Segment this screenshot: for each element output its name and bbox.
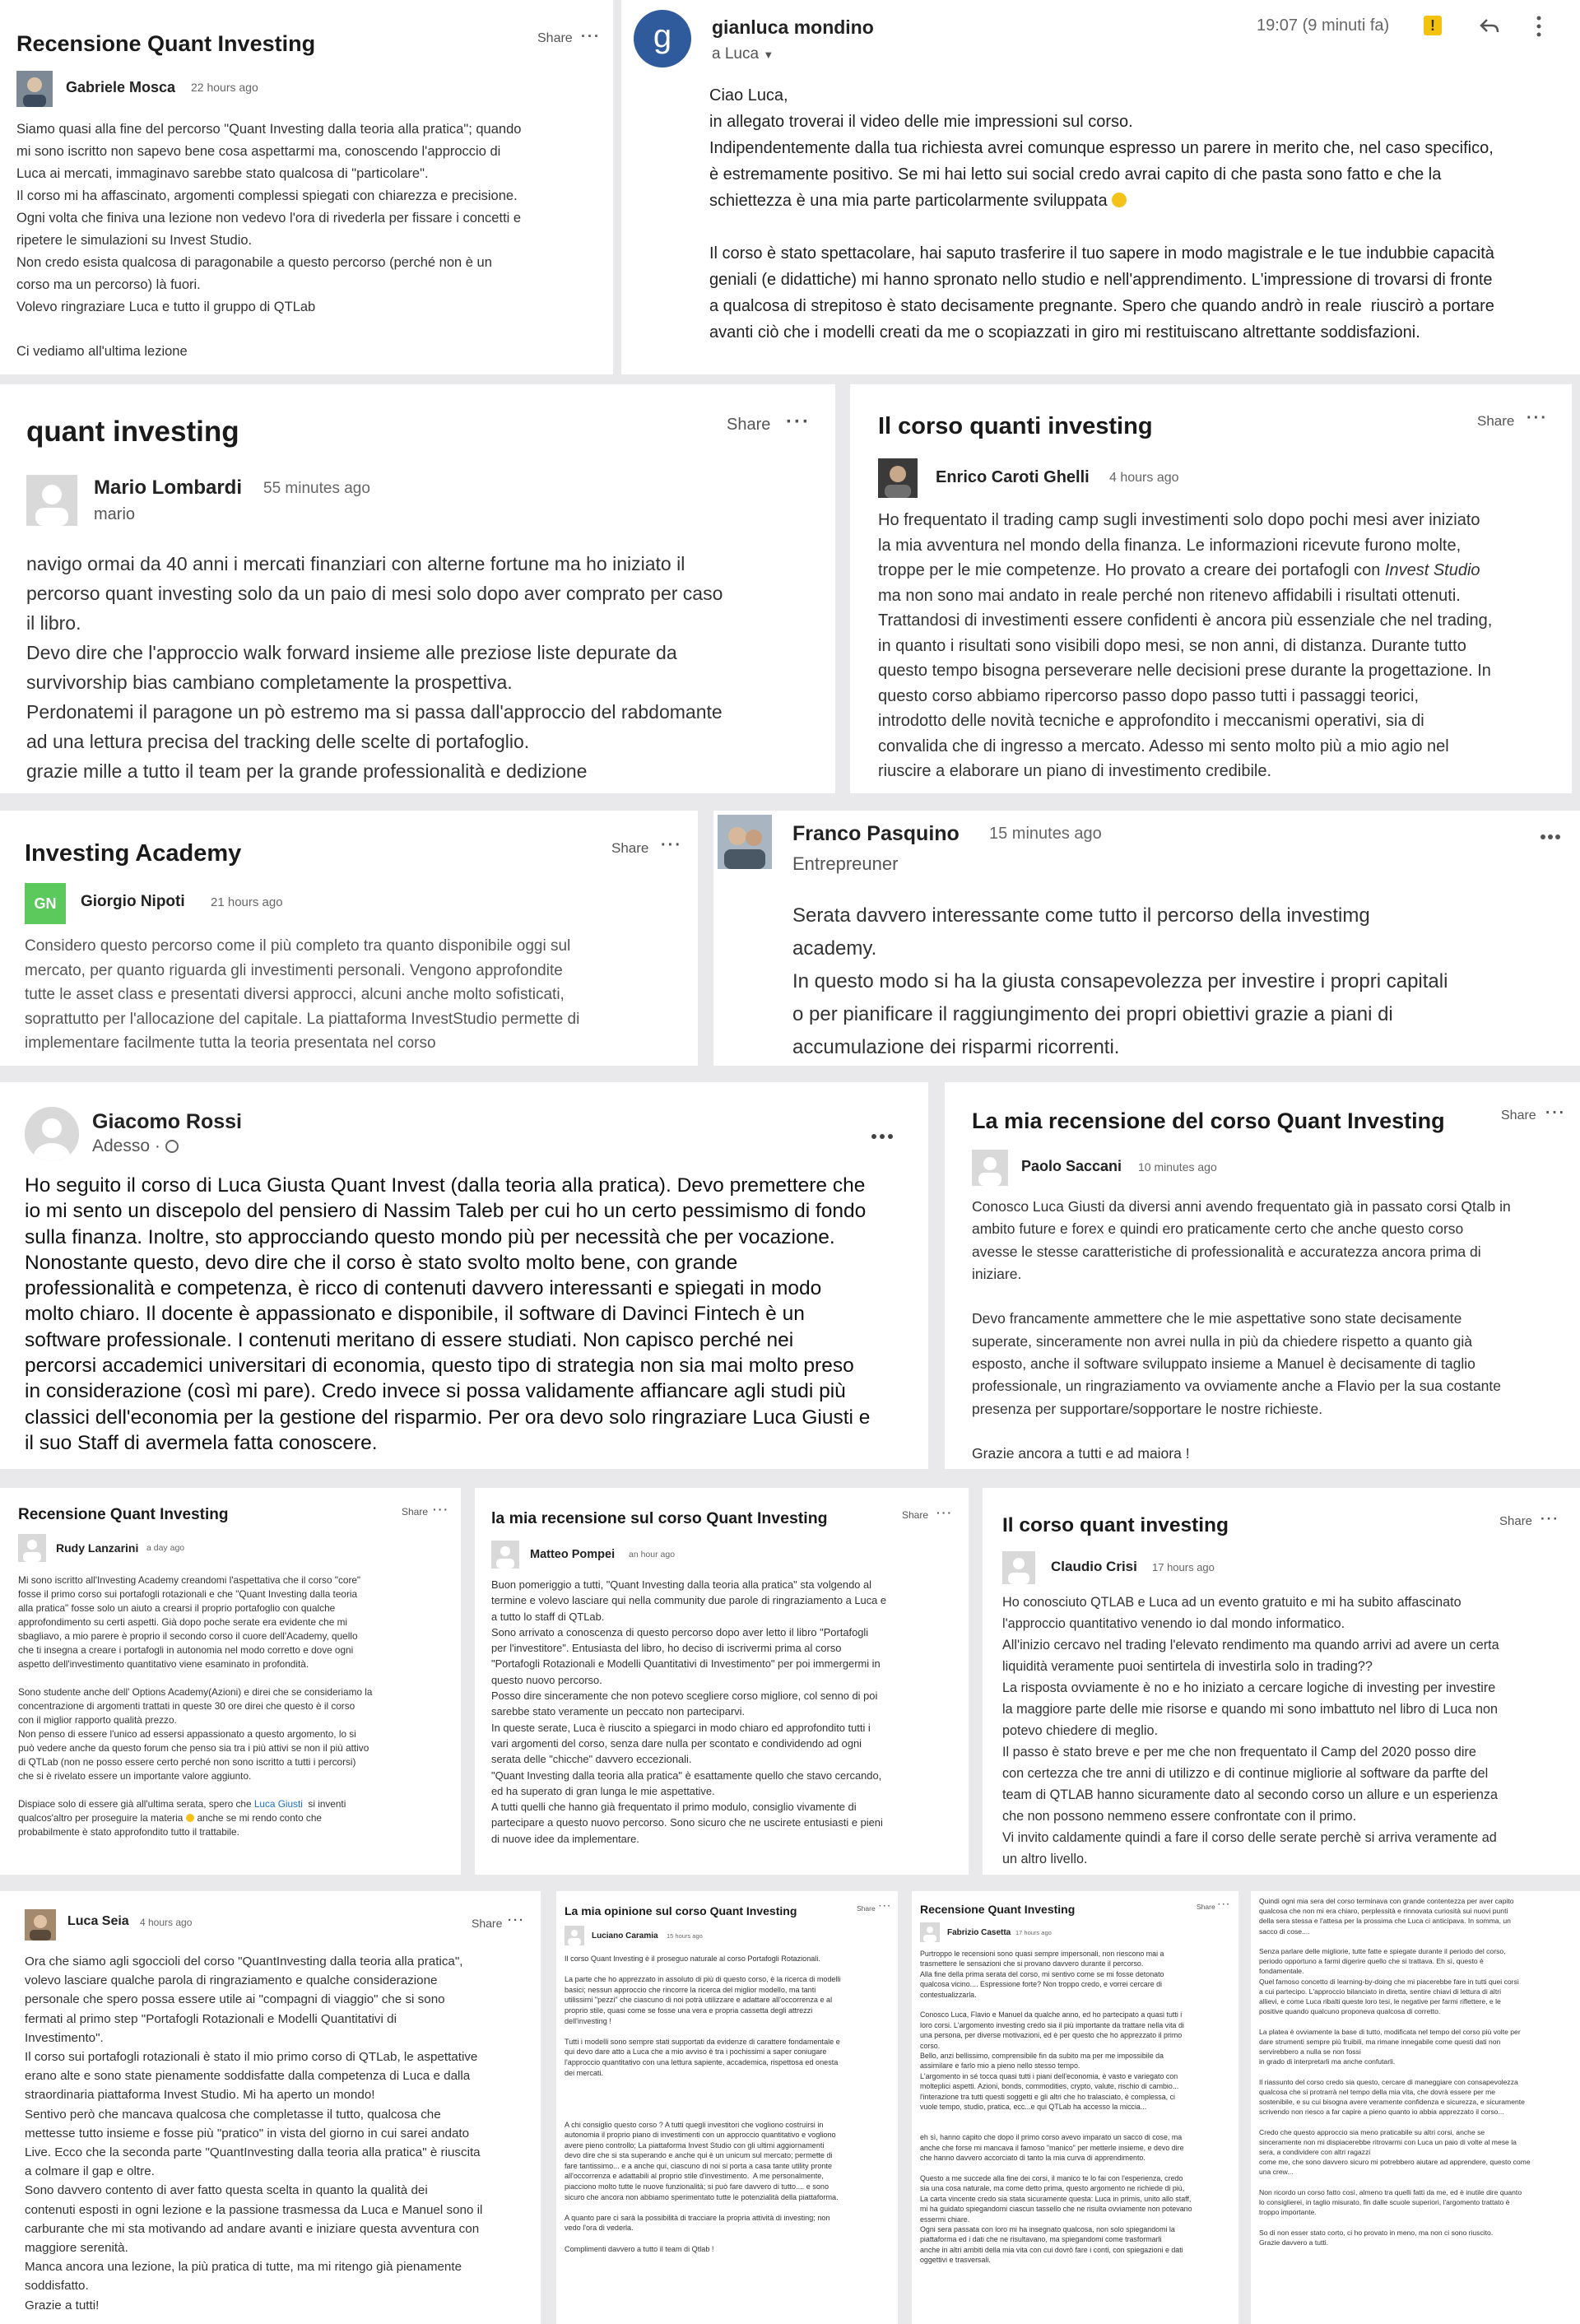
email-body-part: Il corso è stato spettacolare, hai saputo trasferire il tuo sapere in modo magistrale e le tue indubbie capacità geniali (e didattiche) mi hanno spronato nello studio e nell'apprendimento. L'impressione di trovarsi di fronte a qualcosa di strepitoso è stato decisamente pregnante. Spero che quando andrò in reale riuscirò a portare avanti ciò che i modelli creati da me o scopiazzati in giro mi restituiscano altrettante soddisfazioni. xyxy=(709,244,1494,342)
avatar-letter: g xyxy=(653,18,672,54)
review-title: Investing Academy xyxy=(25,840,242,867)
smile-emoji-icon xyxy=(1112,193,1127,207)
mention-link[interactable]: Luca Giusti xyxy=(253,1798,303,1810)
review-card-enrico-caroti-ghelli xyxy=(850,384,1572,793)
review-card-fabrizio-casetta xyxy=(912,1891,1238,2324)
review-body: Siamo quasi alla fine del percorso "Quant Investing dalla teoria alla pratica"; quando mi sono iscritto non sapevo bene cosa aspettarmi ma, conoscendo l'approccio di Luca ai mercati, immaginavo sarebbe stato qualcosa di "particolare". Il corso mi ha affascinato, argomenti complessi spiegati con chiarezza e precisione. Ogni volta che finiva una lezione non vedevo l'ora di rivederla per fissare i concetti e ripetere le simulazioni su Invest Studio. Non credo esista qualcosa di paragonabile a questo percorso (perché non è un corso ma un percorso) là fuori. Volevo ringraziare Luca e tutto il gruppo di QTLab Ci vediamo all'ultima lezione xyxy=(16,122,522,359)
author-name[interactable]: Rudy Lanzarini xyxy=(56,1541,139,1555)
review-body: Serata davvero interessante come tutto il percorso della investimg academy. In questo modo si ha la giusta consapevolezza per investire i propri capitali o per pianificare il raggiungimento dei propri obiettivi grazie a piani di accumulazione dei risparmi ricorrenti. xyxy=(792,904,1448,1058)
more-options-icon[interactable]: ··· xyxy=(1218,1900,1231,1909)
review-title: La mia recensione del corso Quant Investing xyxy=(972,1109,1445,1133)
avatar xyxy=(1002,1551,1035,1584)
share-button[interactable]: Share xyxy=(902,1509,929,1521)
review-card-paolo-saccani xyxy=(945,1082,1580,1469)
avatar xyxy=(25,883,66,924)
more-options-icon[interactable]: ··· xyxy=(1540,1511,1559,1527)
review-body-part: ma non sono mai andato in reale perché non ritenevo affidabili i risultati ottenuti. Trattandosi di investimenti essere confidenti è ancora più essenziale che nel trading, in quanto i risultati sono visibili dopo mesi, se non anni, di distanza. Durante tutto questo tempo bisogna perseverare nelle decisioni prese durante la progettazione. In questo corso abbiamo ripercorso passo dopo passo tutti i passaggi teorici, introdotto delle novità tecniche e approfondito i meccanismi operativi, sia di convalida che di ingresso a mercato. Adesso mi sento molto più a mio agio nel riuscire a elaborare un piano di investimento credibile. xyxy=(878,586,1493,780)
author-name[interactable]: Giacomo Rossi xyxy=(92,1110,242,1133)
more-options-icon[interactable]: ··· xyxy=(581,28,601,44)
review-card-claudio-crisi xyxy=(983,1488,1580,1875)
review-card-luca-seia xyxy=(0,1891,541,2324)
review-title: Recensione Quant Investing xyxy=(18,1506,229,1523)
chevron-down-icon: ▼ xyxy=(763,49,774,61)
avatar xyxy=(565,1926,584,1945)
share-button[interactable]: Share xyxy=(727,416,771,434)
globe-icon xyxy=(165,1140,179,1153)
avatar xyxy=(920,1922,940,1942)
share-button[interactable]: Share xyxy=(857,1904,876,1913)
share-button[interactable]: Share xyxy=(1499,1514,1533,1528)
timestamp: 19:07 (9 minuti fa) xyxy=(1257,16,1390,35)
review-card-giacomo-rossi xyxy=(0,1082,928,1469)
avatar xyxy=(718,815,772,869)
review-body: Quindi ogni mia sera del corso terminava con grande contentezza per aver capito qualcosa che non mi era chiaro, perplessità e rinnovata curiosità sui nuovi punti della sera stessa e l'attesa per la prossima che Luca ci anticipava. In somma, un sacco di cose.... Senza parlare delle migliorie, tutte fatte e spiegate durante il periodo del corso, periodo opportuno a farmi digerire quello che si trattava. Eh sì, questo è fondamentale. Quel famoso concetto di learning-by-doing che mi piacerebbe fare in tutti quei corsi a cui partecipo. L'approccio bilanciato in diretta, sentire chiavi di lettura di altri allievi, e come Luca ribalti queste loro tesi, le negative per farmi riflettere, e le positive quando qualcuno proponeva qualcosa di corretto. La platea è ovviamente la base di tutto, modificata nel tempo del corso più volte per dare strumenti sempre più fruibili, ma rimane innegabile come questi dati non servirebbero a nulla se non fossi in grado di interpretarli ma anche confutarli. Il riassunto del corso credo sia questo, cercare di maneggiare con consapevolezza qualcosa che si protrarrà nel tempo della mia vita, che dovrà essere per me sostenibile, e su cui bisogna avere veramente confidenza e sicurezza, e sicuramente scrivendo non riesco a far capire a pieno quanto io abbia apprezzato il corso... Credo che questo approccio sia meno praticabile su altri corsi, anche se sinceramente non mi dispiacerebbe ritrovarmi con Luca un paio di volte al mese la sera, a condividere con altri ragazzi come me, che sono davvero sicuro mi potrebbero aiutare ad apprendere, questo come una crew... Non ricordo un corso fatto così, almeno tra quelli fatti da me, ed è inutile dire quanto lo consiglierei, in taglio misurato, fin dalle scuole superiori, l'argomento trattato è troppo importante. So di non esser stato corto, ci ho provato in meno, ma non ci sono riuscito. Grazie davvero a tutti. xyxy=(1259,1897,1531,2247)
timestamp: an hour ago xyxy=(629,1550,676,1559)
post-time xyxy=(92,1136,179,1156)
email-body-part: Ciao Luca, in allegato troverai il video delle mie impressioni sul corso. Indipendentemente dalla tua richiesta avrei comunque espresso un parere in merito che, nel caso specifico, è estremamente positivo. Se mi hai letto sui social credo avrai capito di che pasta sono fatto e che la schiettezza è una mia parte particolarmente sviluppata xyxy=(709,86,1494,210)
review-body xyxy=(878,508,1565,788)
more-options-icon[interactable]: ··· xyxy=(786,411,811,433)
timestamp: 10 minutes ago xyxy=(1138,1160,1217,1174)
review-title: Il corso quanti investing xyxy=(878,413,1153,439)
review-title: La mia opinione sul corso Quant Investing xyxy=(565,1904,797,1917)
avatar xyxy=(972,1150,1008,1186)
author-name[interactable]: Enrico Caroti Ghelli xyxy=(936,468,1090,486)
invest-studio-reference: Invest Studio xyxy=(1384,561,1480,579)
author-name[interactable]: Giorgio Nipoti xyxy=(81,893,185,910)
review-card-continuation xyxy=(1251,1891,1580,2324)
sender-name[interactable]: gianluca mondino xyxy=(712,16,874,38)
avatar xyxy=(25,1909,56,1941)
review-title: Recensione Quant Investing xyxy=(16,31,316,56)
more-options-icon[interactable] xyxy=(1540,830,1561,839)
author-name[interactable]: Mario Lombardi xyxy=(94,476,243,499)
more-options-icon[interactable]: ··· xyxy=(936,1506,953,1519)
review-body: Il corso Quant Investing è il proseguo naturale al corso Portafogli Rotazionali. La parte che ho apprezzato in assoluto di più di questo corso, è la ricerca di modelli basici; nessun approccio che rincorre la ricerca del miglior modello, ma tanti utilissimi "pezzi" che ciascuno di noi potrà utilizzare e adattare all'occorrenza e al proprio stile, quasi come se fosse una vera e propria cassetta degli attrezzi dell'investing ! Tutti i modelli sono sempre stati supportati da evidenze di carattere fondamentale e qui devo dare atto a Luca che a mio avviso è tra i pochissimi a saper coniugare l'approccio quantitativo con una lettura sapiente, accademica, rispettosa ed onesta dei mercati. A chi consiglio questo corso ? A tutti quegli investitori che vogliono costruirsi in autonomia il proprio piano di investimenti con un approccio quantitativo e vogliono avere pieno controllo; La piattaforma Invest Studio con gli ultimi aggiornamenti devo dire che si sta superando e anche qui è un unicum sul mercato; permette di fare tantissimo... e a anche qui, ciascuno di noi si porta a casa tante utility pronte all'occorrenza e adattabili al proprio stile d'investimento. A me personalmente, piacciono molto tutte le nuove funzionalità; si può fare davvero di tutto.... e sono sicuro che ancora non abbiamo sperimentato tutte le potenzialità della piattaforma. A quanto pare ci sarà la possibilità di tracciare la propria attività di investing; non vedo l'ora di vederla. Complimenti davvero a tutto il team di Qtlab ! xyxy=(565,1954,841,2253)
avatar xyxy=(878,458,918,498)
review-card-rudy-lanzarini xyxy=(0,1488,461,1875)
review-card-mario-lombardi xyxy=(0,384,835,793)
more-options-icon[interactable]: ··· xyxy=(433,1503,449,1516)
more-options-icon[interactable]: ··· xyxy=(1527,409,1548,427)
share-button[interactable]: Share xyxy=(1501,1109,1536,1122)
share-button[interactable]: Share xyxy=(402,1506,429,1518)
author-name[interactable]: Matteo Pompei xyxy=(530,1548,616,1561)
review-title: quant investing xyxy=(26,416,239,448)
avatar xyxy=(491,1541,519,1569)
author-role: Entrepreuner xyxy=(792,853,899,874)
more-options-icon[interactable]: ··· xyxy=(508,1913,525,1927)
timestamp: 15 minutes ago xyxy=(989,825,1102,843)
more-options-icon[interactable]: ··· xyxy=(879,1902,892,1911)
more-options-icon[interactable]: ··· xyxy=(661,836,682,854)
review-body-part: Ho frequentato il trading camp sugli investimenti solo dopo pochi mesi aver iniziato la mia avventura nel mondo della finanza. Le informazioni ricevute furono molte, troppe per le mie competenze. Ho provato a creare dei portafogli con xyxy=(878,511,1480,579)
timestamp: 4 hours ago xyxy=(140,1917,193,1928)
avatar-initials: GN xyxy=(34,895,57,912)
review-card-giorgio-nipoti xyxy=(0,811,698,1066)
review-body: Ho conosciuto QTLAB e Luca ad un evento gratuito e mi ha subito affascinato l'approccio quantitativo venendo io dal mondo informatico. All'inizio cercavo nel trading l'elevato rendimento ma quando arrivi ad avere un certa liquidità veramente puoi sentirtela di investirla solo in trading?? La risposta ovviamente è no e ho iniziato a cercare logiche di investing per investire la maggiore parte delle mie risorse e quando mi sono imbattuto nel libro di Luca non potevo chiedere di meglio. Il passo è stato breve e per me che non frequentato il Camp del 2020 posso dire con certezza che tre anni di utilizzo e di continue migliorie al software da parfte del team di QTLAB hanno sicuramente dato al secondo corso un allure e un esperienza che non possono nemmeno essere confrontate con il primo. Vi invito caldamente quindi a fare il corso delle serate perchè si arriva veramente ad un altro livello. xyxy=(1002,1595,1499,1866)
timestamp: 4 hours ago xyxy=(1109,471,1179,485)
recipient-label: a Luca xyxy=(712,45,760,63)
avatar xyxy=(25,1107,79,1161)
timestamp: a day ago xyxy=(146,1543,185,1553)
timestamp: 21 hours ago xyxy=(211,895,283,909)
share-button[interactable]: Share xyxy=(537,31,573,45)
review-card-matteo-pompei xyxy=(475,1488,969,1875)
review-body: Ho seguito il corso di Luca Giusta Quant Invest (dalla teoria alla pratica). Devo premettere che io mi sento un discepolo del pensiero di Nassim Taleb per cui ho un certo pessimismo di fondo sulla finanza. Inoltre, sto approcciando questo mondo più per necessità che per vocazione. Nonostante questo, devo dire che il corso è stato svolto molto bene, con grande professionalità e competenza, è ricco di contenuti davvero interessanti e spiegati in modo molto chiaro. Il docente è appassionato e disponibile, il software di Davinci Fintech è un software professionale. I contenuti meritano di essere studiati. Non capisco perché nei percorsi accademici universitari di economia, questo tipo di strategia non sia mai molto preso in considerazione (così mi pare). Credo invece si possa validamente affiancare agli studi più classici dell'economia per la gestione del risparmio. Per ora devo solo ringraziare Luca Giusti e il suo Staff di avermela fatta conoscere. xyxy=(25,1174,871,1454)
author-name[interactable]: Franco Pasquino xyxy=(792,822,960,845)
author-name[interactable]: Luca Seia xyxy=(67,1914,129,1928)
recipient-dropdown[interactable] xyxy=(712,45,774,63)
review-body: Buon pomeriggio a tutti, "Quant Investing dalla teoria alla pratica" sta volgendo al termine e volevo lasciare qui nella community due parole di ringraziamento a Luca e a tutto lo staff di QTLab. Sono arrivato a conoscenza di questo percorso dopo aver letto il libro "Portafogli per l'investitore". Entusiasta del libro, ho deciso di iscrivermi prima al corso "Portafogli Rotazionali e Modelli Quantitativi di Investimento" per poi immergermi in questo nuovo percorso. Posso dire sinceramente che non potevo scegliere corso migliore, col senno di poi sarebbe stato veramente un peccato non parteciparvi. In queste serate, Luca è riuscito a spiegarci in modo chiaro ed approfondito tutti i vari argomenti del corso, senza dare nulla per scontato e condividendo ad ogni serata delle "chicche" davvero eccezionali. "Quant Investing dalla teoria alla pratica" è esattamente quello che stavo cercando, ed ha superato di gran lunga le mie aspettative. A tutti quelli che hanno già frequentato il primo modulo, consiglio vivamente di partecipare a questo nuovo percorso. Sono sicuro che ne uscirete entusiasti e pieni di nuove idee da implementare. xyxy=(491,1578,887,1845)
email-body xyxy=(709,82,1573,366)
timestamp: 15 hours ago xyxy=(667,1932,703,1940)
author-name[interactable]: Fabrizio Casetta xyxy=(947,1928,1011,1937)
review-body: Considero questo percorso come il più completo tra quanto disponibile oggi sul mercato, per quanto riguarda gli investimenti personali. Vengono approfondite tutte le asset class e presentati diversi approcci, alcuni anche molto sofisticati, soprattutto per l'allocazione del capitale. La piattaforma InvestStudio permette di implementare facilmente tutta la teoria presentata nel corso xyxy=(25,937,580,1052)
author-name[interactable]: Gabriele Mosca xyxy=(66,79,176,95)
share-button[interactable]: Share xyxy=(1477,413,1515,429)
review-body: Purtroppo le recensioni sono quasi sempre impersonali, non riescono mai a trasmettere le sensazioni che si provano davvero durante il percorso. Alla fine della prima serata del corso, mi sentivo come se mi fosse detonato qualcosa vicino.... Espressione forte? Non troppo credo, e vorrei cercare di contestualizzarla. Conosco Luca, Flavio e Manuel da qualche anno, ed ho partecipato a quasi tutti i loro corsi. L'argomento investing credo sia il più importante da trattare nella vita di una persona, per diverse motivazioni, ed è per questo che ho apprezzato il primo corso. Bello, anzi bellissimo, comprensibile fin da subito ma per me impossibile da assimilare e farlo mio a pieno nello stesso tempo. L'argomento in sé tocca quasi tutti i piani dell'economia, è vasto e variegato con molteplici aspetti. Azioni, bonds, commodities, crypto, valute, rischio di cambio... l'interazione tra tutti questi soggetti e gli altri che ho tralasciato, è complessa, ci vuole tempo, studio, pratica, ecc...e qui QTLab ha accesso la miccia... eh sì, hanno capito che dopo il primo corso avevo imparato un sacco di cose, ma anche che forse mi mancava il famoso "manico" per metterle insieme, e devo dire che hanno davvero accorciato di tanto la mia curva di apprendimento. Questo a me succede alla fine dei corsi, il manico te lo fai con l'esperienza, credo sia una cosa naturale, ma come detto prima, questo argomento ne richiede di più, La carta vincente credo sia stata sicuramente questa: Luca in primis, unito allo staff, mi ha guidato spiegandomi ciascun tassello che ne risulta ovviamente non potevano essermi chiare. Ogni sera passata con loro mi ha insegnato qualcosa, non solo spiegandomi la piattaforma ed i dati che ne risultavano, ma spiegandomi come trasformarli anche in altri ambiti della mia vita con cui dovrò fare i conti, con spiegazioni e dati oggettivi e trasversali. xyxy=(920,1950,1192,2265)
review-title: Il corso quant investing xyxy=(1002,1514,1229,1536)
review-card-luciano-caramia xyxy=(556,1891,898,2324)
avatar xyxy=(26,475,77,526)
review-body-part: si inventi qualcos'altro per proseguire la materia xyxy=(18,1798,346,1824)
smile-emoji-icon xyxy=(186,1814,195,1823)
review-body: Conosco Luca Giusti da diversi anni avendo frequentato già in passato corsi Qtalb in ambito future e forex e quindi ero praticamente certo che anche questo corso avesse le stesse caratteristiche di professionalità e accuratezza ancora prima di iniziare. Devo francamente ammettere che le mie aspettative sono state decisamente superate, sinceramente non avrei nulla in più da chiedere rispetto a quanto già esposto, anche il software sviluppato insieme a Manuel è decisamente di taglio professionale, un ringraziamento va ovviamente anche a Flavio per la sua costante presenza per supportare/sopportare le nostre richieste. Grazie ancora a tutti e ad maiora ! xyxy=(972,1198,1511,1462)
review-body xyxy=(18,1573,458,1870)
avatar xyxy=(634,10,691,67)
more-options-icon[interactable] xyxy=(871,1130,894,1138)
share-button[interactable]: Share xyxy=(1197,1903,1215,1911)
review-body: navigo ormai da 40 anni i mercati finanziari con alterne fortune ma ho iniziato il percorso quant investing solo da un paio di mesi solo dopo aver comprato per caso il libro. Devo dire che l'approccio walk forward insieme alle preziose liste depurate da survivorship bias cambiano completamente la prospettiva. Perdonatemi il paragone un pò estremo ma si passa dall'approccio del rabdomante ad una lettura precisa del tracking delle scelte di portafoglio. grazie mille a tutto il team per la grande professionalità e dedizione xyxy=(26,553,723,782)
share-button[interactable]: Share xyxy=(472,1917,503,1930)
timestamp: 55 minutes ago xyxy=(263,480,370,497)
review-body-part: Mi sono iscritto all'Investing Academy creandomi l'aspettativa che il corso "core" fosse il primo corso sui portafogli rotazionali e che "Quant Investing dalla teoria alla pratica" fosse solo un aiuto a crearsi il proprio portafoglio con qualche approfondimento su certi aspetti. Già dopo poche serate era evidente che mi sbagliavo, a mio parere è proprio il secondo corso il cuore dell'Academy, quello che ti insegna a creare i portafogli in autonomia nel modo corretto e dove ogni aspetto dell'investimento quantitativo viene esaminato in profondità. Sono studente anche dell' Options Academy(Azioni) e direi che se consideriamo la concentrazione di argomenti trattati in queste 30 ore direi che questo è il corso con il miglior rapporto qualità prezzo. Non penso di essere l'unico ad essersi appassionato a questo argomento, lo si può vedere anche da questo forum che penso sia tra i più attivi se non il più attivo di QTLab (non ne posso essere certo perché non sono iscritto a tutti i percorsi) che si è rivelato essere un importante valore aggiunto. Dispiace solo di essere già all'ultima serata, spero che xyxy=(18,1574,373,1810)
author-name[interactable]: Paolo Saccani xyxy=(1021,1158,1122,1174)
author-name[interactable]: Claudio Crisi xyxy=(1051,1559,1137,1574)
author-name[interactable]: Luciano Caramia xyxy=(592,1931,658,1941)
review-card-franco-pasquino xyxy=(713,811,1580,1066)
review-title: la mia recensione sul corso Quant Investing xyxy=(491,1509,828,1527)
reply-icon[interactable] xyxy=(1477,13,1502,38)
review-card-gabriele-mosca xyxy=(0,0,613,374)
review-body: Ora che siamo agli sgoccioli del corso "QuantInvesting dalla teoria alla pratica", volevo lasciare qualche parola di ringraziamento e qualche considerazione personale che spero possa essere utile ai "compagni di viaggio" che si sono fermati al primo step "Portafogli Rotazionali e Modelli Quantitativi di Investimento". Il corso sui portafogli rotazionali è stato il mio primo corso di QTLab, le aspettative erano alte e sono state pienamente soddisfatte dalla competenza di Luca e dalla straordinaria piattaforma Invest Studio. Mi ha aperto un mondo! Sentivo però che mancava qualcosa che completasse il tutto, qualcosa che mettesse tutto insieme e fosse più "pratico" in vista del giorno in cui sarei andato Live. Ecco che la seconda parte "QuantInvesting dalla teoria alla pratica" è riuscita a colmare il gap e oltre. Sono davvero contento di aver fatto questa scelta in quanto la qualità dei contenuti esposti in ogni lezione e la passione trasmessa da Luca e Manuel sono il carburante che mi sta motivando ad andare avanti e iniziare questa avventura con maggiore serenità. Manca ancora una lezione, la più pratica di tutte, ma mi ritengo già pienamente soddisfatto. Grazie a tutti! xyxy=(25,1954,483,2312)
review-title: Recensione Quant Investing xyxy=(920,1903,1076,1916)
important-marker-icon[interactable]: ! xyxy=(1424,16,1442,35)
avatar xyxy=(18,1534,46,1562)
timestamp: Adesso · xyxy=(92,1136,165,1155)
timestamp: 17 hours ago xyxy=(1015,1929,1052,1936)
more-options-icon[interactable] xyxy=(1535,15,1543,38)
review-body-part: anche se mi rendo conto che probabilmente è stato approfondito tutto il trattabile. xyxy=(18,1812,322,1838)
avatar xyxy=(16,71,53,107)
author-username: mario xyxy=(94,505,136,523)
timestamp: 22 hours ago xyxy=(191,81,258,94)
share-button[interactable]: Share xyxy=(611,840,649,856)
email-card-gianluca-mondino xyxy=(621,0,1580,374)
more-options-icon[interactable]: ··· xyxy=(1545,1104,1566,1122)
timestamp: 17 hours ago xyxy=(1152,1561,1215,1573)
